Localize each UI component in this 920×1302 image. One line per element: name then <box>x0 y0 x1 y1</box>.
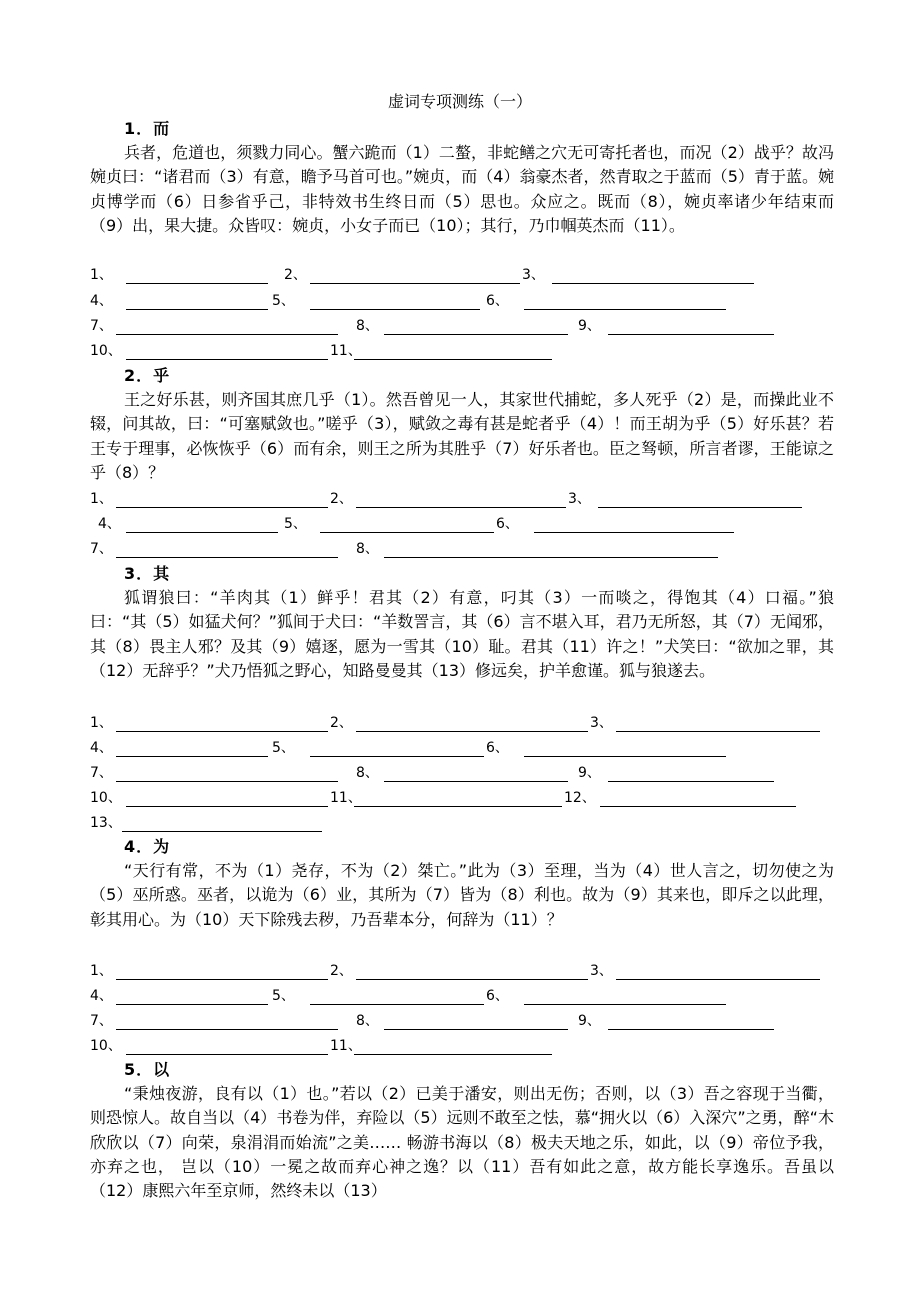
answer-number: 5、 <box>284 516 307 532</box>
section-heading-4: 4．为 <box>124 837 171 856</box>
answer-number: 8、 <box>356 1013 379 1029</box>
answer-number: 11、 <box>330 1038 362 1054</box>
answer-blank[interactable] <box>310 1004 484 1005</box>
answer-number: 7、 <box>90 765 113 781</box>
section-passage-2: 王之好乐甚，则齐国其庶几乎（1）。然吾曾见一人，其家世代捕蛇，多人死乎（2）是，而操此业不辍，问其故，曰：“可塞赋敛也。”嗟乎（3），赋敛之毒有甚是蛇者乎（4）！而王胡为乎（5）好乐甚？若王专于理事，必恢恢乎（6）而有余，则王之所为其胜乎（7）好乐者也。臣之驽顿，所言者谬，王能谅之乎（8）？ <box>90 390 834 482</box>
answer-blank[interactable] <box>384 781 568 782</box>
answer-number: 3、 <box>522 267 545 283</box>
answer-blank[interactable] <box>126 1054 328 1055</box>
answer-blank[interactable] <box>310 309 480 310</box>
answer-number: 2、 <box>330 491 353 507</box>
section-passage-3: 狐谓狼曰：“羊肉其（1）鲜乎！君其（2）有意，叼其（3）一而啖之，得饱其（4）口福。”狼曰：“其（5）如猛犬何？”狐间于犬曰：“羊数詈言，其（6）言不堪入耳，君乃无所怒，其（7）无闻邪，其（8）畏主人邪？及其（9）嬉逐，愿为一雪其（10）耻。君其（11）许之！”犬笑曰：“欲加之罪，其（12）无辞乎？”犬乃悟狐之野心，知路曼曼其（13）修远矣，护羊愈谨。狐与狼遂去。 <box>90 588 834 680</box>
answer-number: 4、 <box>90 293 113 309</box>
section-heading-1: 1．而 <box>124 119 171 138</box>
answer-number: 6、 <box>486 293 509 309</box>
answer-number: 11、 <box>330 343 362 359</box>
answer-number: 3、 <box>590 715 613 731</box>
answer-blank[interactable] <box>384 334 568 335</box>
answer-number: 3、 <box>568 491 591 507</box>
answer-blank[interactable] <box>600 806 796 807</box>
answer-number: 7、 <box>90 541 113 557</box>
answer-blank[interactable] <box>524 1004 726 1005</box>
answer-blank[interactable] <box>116 731 328 732</box>
answer-blank[interactable] <box>310 756 484 757</box>
answer-blank[interactable] <box>616 731 820 732</box>
answer-blank[interactable] <box>608 781 774 782</box>
answer-blank[interactable] <box>598 507 802 508</box>
answer-number: 13、 <box>90 815 122 831</box>
page-title: 虚词专项测练（一） <box>387 92 532 111</box>
answer-number: 2、 <box>284 267 307 283</box>
answer-number: 6、 <box>486 740 509 756</box>
answer-number: 7、 <box>90 1013 113 1029</box>
answer-blank[interactable] <box>116 1004 268 1005</box>
answer-blank[interactable] <box>116 781 338 782</box>
answer-number: 8、 <box>356 541 379 557</box>
answer-blank[interactable] <box>126 806 328 807</box>
answer-blank[interactable] <box>116 334 338 335</box>
answer-blank[interactable] <box>356 979 588 980</box>
answer-number: 2、 <box>330 715 353 731</box>
answer-blank[interactable] <box>126 309 268 310</box>
answer-number: 3、 <box>590 963 613 979</box>
answer-blank[interactable] <box>534 532 734 533</box>
answer-blank[interactable] <box>354 806 562 807</box>
answer-number: 6、 <box>486 988 509 1004</box>
answer-number: 9、 <box>578 1013 601 1029</box>
answer-number: 4、 <box>98 516 121 532</box>
answer-number: 5、 <box>272 293 295 309</box>
answer-number: 2、 <box>330 963 353 979</box>
answer-number: 4、 <box>90 988 113 1004</box>
answer-blank[interactable] <box>524 309 726 310</box>
answer-blank[interactable] <box>126 532 278 533</box>
section-heading-3: 3．其 <box>124 564 171 583</box>
answer-number: 5、 <box>272 988 295 1004</box>
answer-number: 6、 <box>496 516 519 532</box>
answer-number: 1、 <box>90 963 113 979</box>
answer-blank[interactable] <box>384 557 718 558</box>
answer-blank[interactable] <box>122 831 322 832</box>
answer-number: 9、 <box>578 318 601 334</box>
section-heading-2: 2．乎 <box>124 366 171 385</box>
answer-blank[interactable] <box>354 359 552 360</box>
answer-number: 11、 <box>330 790 362 806</box>
answer-number: 9、 <box>578 765 601 781</box>
answer-blank[interactable] <box>384 1029 568 1030</box>
answer-blank[interactable] <box>356 731 588 732</box>
answer-number: 1、 <box>90 715 113 731</box>
answer-number: 4、 <box>90 740 113 756</box>
answer-blank[interactable] <box>524 756 726 757</box>
answer-number: 5、 <box>272 740 295 756</box>
answer-blank[interactable] <box>616 979 820 980</box>
section-passage-1: 兵者，危道也，须戮力同心。蟹六跪而（1）二螯，非蛇鳝之穴无可寄托者也，而况（2）战乎？故冯婉贞曰：“诸君而（3）有意，瞻予马首可也。”婉贞，而（4）翁豪杰者，然青取之于蓝而（5）青于蓝。婉贞博学而（6）日参省乎己，非特效书生终日而（5）思也。众应之。既而（8），婉贞率诸少年结束而（9）出，果大捷。众皆叹：婉贞，小女子而已（10）；其行，乃巾帼英杰而（11）。 <box>90 143 834 235</box>
answer-blank[interactable] <box>354 1054 552 1055</box>
answer-blank[interactable] <box>320 532 494 533</box>
answer-number: 10、 <box>90 1038 122 1054</box>
answer-blank[interactable] <box>310 283 520 284</box>
answer-number: 1、 <box>90 267 113 283</box>
answer-number: 8、 <box>356 318 379 334</box>
answer-blank[interactable] <box>356 507 566 508</box>
answer-number: 10、 <box>90 343 122 359</box>
answer-blank[interactable] <box>126 359 328 360</box>
answer-blank[interactable] <box>608 1029 774 1030</box>
section-passage-4: “天行有常，不为（1）尧存，不为（2）桀亡。”此为（3）至理，当为（4）世人言之，切勿使之为（5）巫所惑。巫者，以诡为（6）业，其所为（7）皆为（8）利也。故为（9）其来也，即斥之以此理，彰其用心。为（10）天下除残去秽，乃吾辈本分，何辞为（11）？ <box>90 861 834 929</box>
answer-number: 10、 <box>90 790 122 806</box>
section-passage-5: “秉烛夜游，良有以（1）也。”若以（2）已美于潘安，则出无伤；否则，以（3）吾之容现于当衢，则恐惊人。故自当以（4）书卷为伴，弃险以（5）远则不敢至之怯，慕“拥火以（6）入深穴”之勇，醉“木欣欣以（7）向荣，泉涓涓而始流”之美…… 畅游书海以（8）极夫天地之乐，如此，以（9）帝位予我，亦弃之也， 岂以（10）一冕之故而弃心神之逸？以（11）吾有如此之意，故方能长享逸乐。吾虽以（12）康熙六年至京师，然终未以（13） <box>90 1084 834 1201</box>
answer-number: 1、 <box>90 491 113 507</box>
answer-blank[interactable] <box>116 979 328 980</box>
answer-blank[interactable] <box>552 283 754 284</box>
answer-blank[interactable] <box>126 283 268 284</box>
answer-blank[interactable] <box>116 557 338 558</box>
answer-number: 7、 <box>90 318 113 334</box>
answer-blank[interactable] <box>116 1029 338 1030</box>
answer-blank[interactable] <box>116 507 328 508</box>
answer-number: 12、 <box>564 790 596 806</box>
answer-number: 8、 <box>356 765 379 781</box>
answer-blank[interactable] <box>116 756 268 757</box>
section-heading-5: 5．以 <box>124 1060 171 1079</box>
answer-blank[interactable] <box>608 334 774 335</box>
